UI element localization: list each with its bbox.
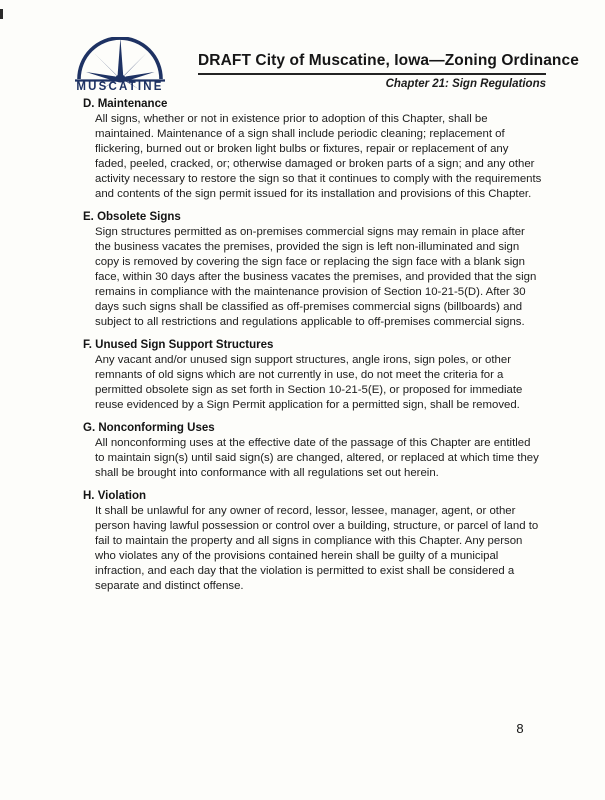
section-body: It shall be unlawful for any owner of record, lessor, lessee, manager, agent, or other person having lawful possession or control over a building, structure, or parcel of land to fail to maintain the property and all signs in compliance with this Chapter. Any person who violates any of the provisions contained herein shall be guilty of a municipal infraction, and each day that the violation is permitted to exist shall be considered a separate and distinct offense. xyxy=(95,505,539,592)
section-heading: Maintenance xyxy=(97,98,168,110)
ordinance-section xyxy=(83,421,542,481)
section-heading-row xyxy=(83,489,542,504)
section-body: Sign structures permitted as on-premises commercial signs may remain in place after the business vacates the premises, provided the sign is left non-illuminated and sign copy is removed by covering the sign face or replacing the sign face with a blank sign face, within 30 days after the business vacates the premises, and provided that the sign remains in compliance with the maintenance provision of Section 10-21-5(D). After 30 days such signs shall be classified as off-premises commercial signs (billboards) and subject to all restrictions and regulations applicable to off-premises commercial signs. xyxy=(95,226,537,328)
section-heading: Unused Sign Support Structures xyxy=(95,339,274,351)
section-heading-row xyxy=(83,421,542,436)
muscatine-logo xyxy=(74,37,166,95)
document-title: DRAFT City of Muscatine, Iowa—Zoning Ordinance xyxy=(198,52,546,75)
section-body: All signs, whether or not in existence prior to adoption of this Chapter, shall be maintained. Maintenance of a sign shall include periodic cleaning; replacement of flickering, burned out or broken light bulbs or fixtures, repair or replacement of any faded, peeled, cracked, or; otherwise damaged or broken parts of a sign; and any other activity necessary to restore the sign so that it continues to comply with the requirements and contents of the sign permit issued for its installation and provisions of this Chapter. xyxy=(95,113,542,200)
ordinance-section xyxy=(83,97,542,202)
ordinance-section xyxy=(83,210,542,330)
section-label: F. xyxy=(83,339,92,351)
chapter-subtitle: Chapter 21: Sign Regulations xyxy=(385,78,546,90)
logo-wordmark: MUSCATINE xyxy=(76,81,164,93)
section-heading-row xyxy=(83,338,542,353)
section-label: G. xyxy=(83,422,96,434)
section-heading-row xyxy=(83,210,542,225)
scan-artifact xyxy=(0,9,3,19)
section-body: All nonconforming uses at the effective date of the passage of this Chapter are entitled to maintain sign(s) until said sign(s) are changed, altered, or replaced at which time they shall be brought into conformance with all regulations set out herein. xyxy=(95,437,539,479)
document-header xyxy=(198,52,579,90)
section-label: H. xyxy=(83,490,95,502)
page-number: 8 xyxy=(516,721,524,736)
section-body: Any vacant and/or unused sign support structures, angle irons, sign poles, or other remnants of old signs which are not currently in use, do not meet the criteria for a permitted obsolete sign as set forth in Section 10-21-5(E), or proposed for immediate reuse evidenced by a Sign Permit application for a permitted sign, shall be removed. xyxy=(95,354,523,411)
section-heading: Obsolete Signs xyxy=(97,211,181,223)
ordinance-section xyxy=(83,338,542,413)
section-heading: Violation xyxy=(97,490,147,502)
ordinance-section xyxy=(83,489,542,594)
section-heading-row xyxy=(83,97,542,112)
ordinance-content xyxy=(83,97,542,602)
section-label: E. xyxy=(83,211,94,223)
section-label: D. xyxy=(83,98,95,110)
section-heading: Nonconforming Uses xyxy=(98,422,215,434)
